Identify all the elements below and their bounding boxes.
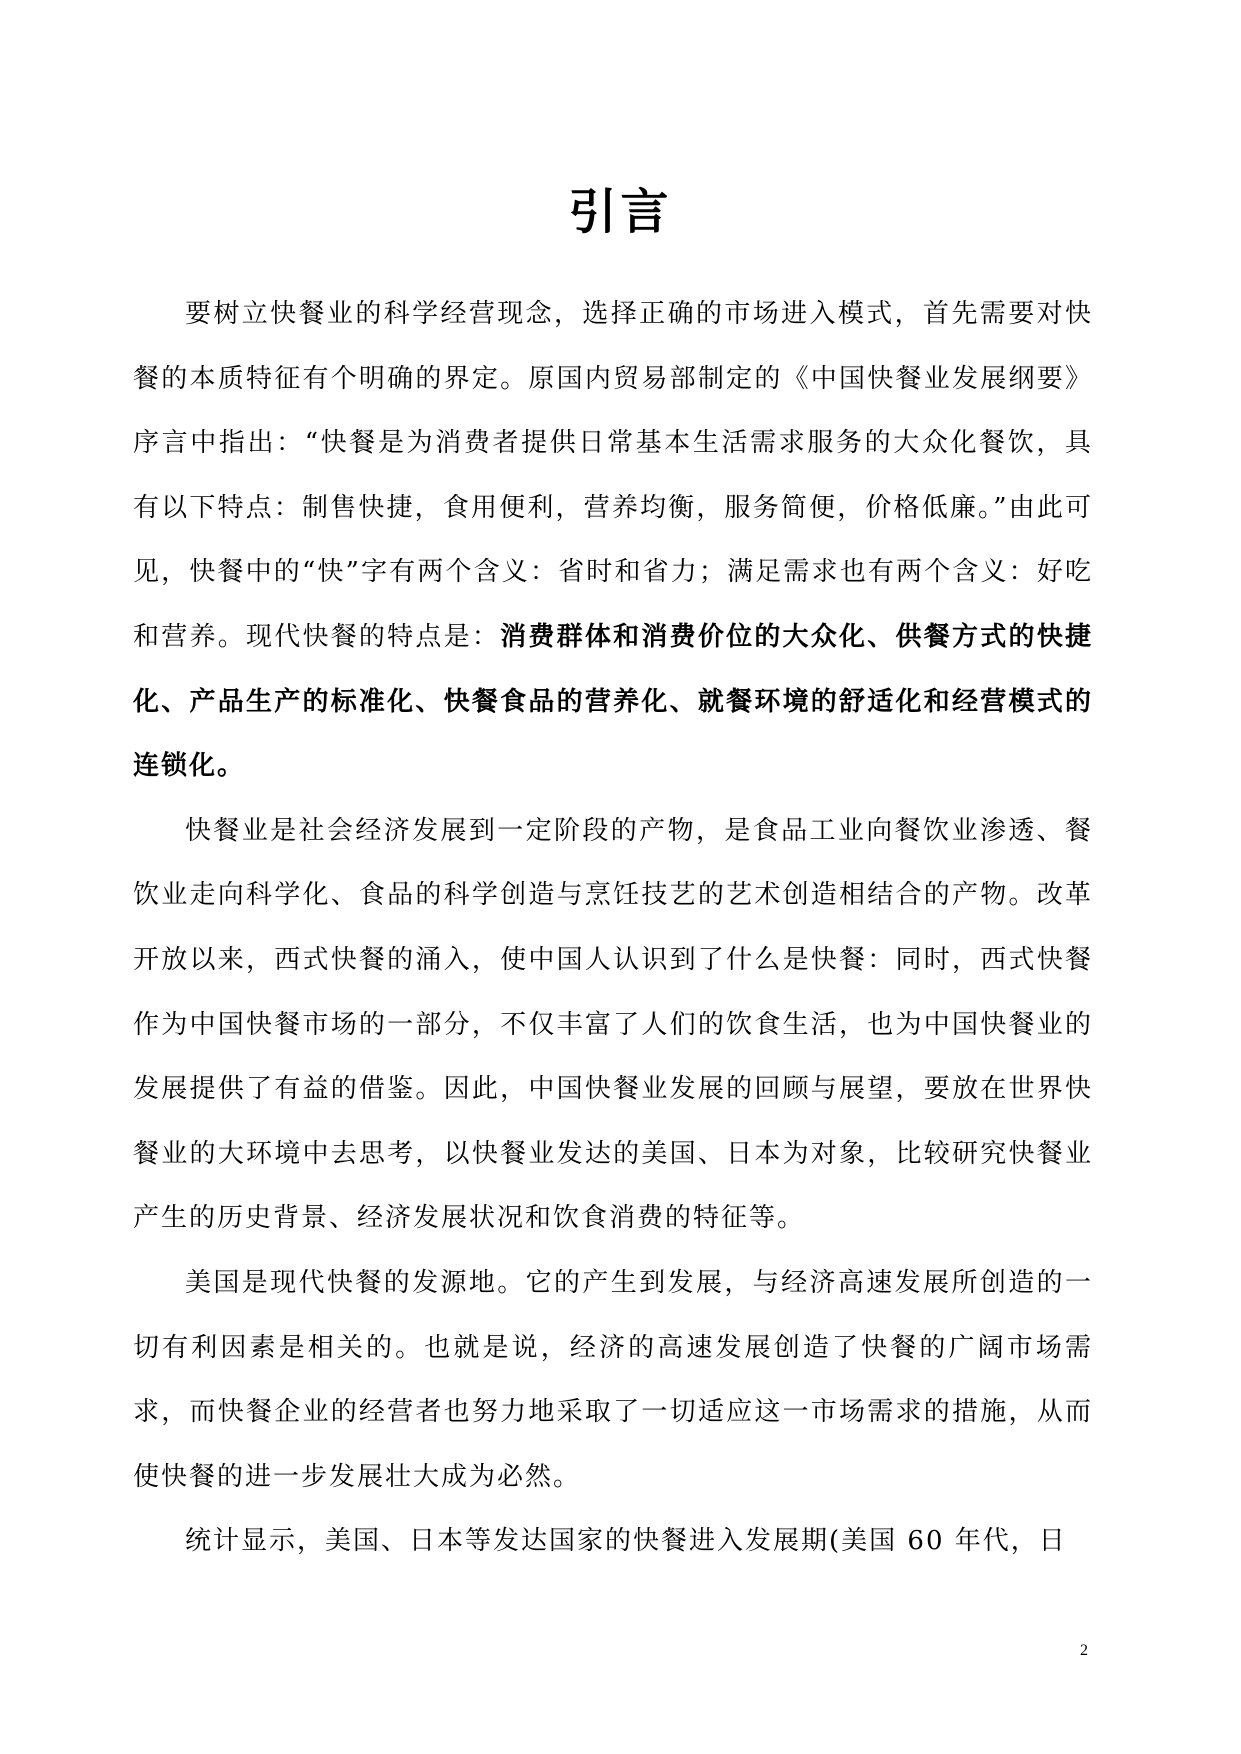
paragraph-industry: 快餐业是社会经济发展到一定阶段的产物，是食品工业向餐饮业渗透、餐饮业走向科学化、食品的科学创造与烹饪技艺的艺术创造相结合的产物。改革开放以来，西式快餐的涌入，使中国人认识到了什么是快餐：同时，西式快餐作为中国快餐市场的一部分，不仅丰富了人们的饮食生活，也为中国快餐业的发展提供了有益的借鉴。因此，中国快餐业发展的回顾与展望，要放在世界快餐业的大环境中去思考，以快餐业发达的美国、日本为对象，比较研究快餐业产生的历史背景、经济发展状况和饮食消费的特征等。 <box>133 815 1093 1234</box>
paragraph-intro-bold: 消费群体和消费价位的大众化、供餐方式的快捷化、产品生产的标准化、快餐食品的营养化、就餐环境的舒适化和经营模式的连锁化。 <box>133 621 1093 782</box>
page-number: 2 <box>1080 1642 1088 1659</box>
body-text <box>133 282 1093 1574</box>
paragraph-intro <box>133 282 1093 799</box>
paragraph-intro-text: 要树立快餐业的科学经营现念，选择正确的市场进入模式，首先需要对快餐的本质特征有个明确的界定。原国内贸易部制定的《中国快餐业发展纲要》序言中指出：“快餐是为消费者提供日常基本生活需求服务的大众化餐饮，具有以下特点：制售快捷，食用便利，营养均衡，服务简便，价格低廉。”由此可见，快餐中的“快”字有两个含义：省时和省力；满足需求也有两个含义：好吃和营养。现代快餐的特点是： <box>133 299 1093 652</box>
paragraph-usa: 美国是现代快餐的发源地。它的产生到发展，与经济高速发展所创造的一切有利因素是相关的。也就是说，经济的高速发展创造了快餐的广阔市场需求，而快餐企业的经营者也努力地采取了一切适应这一市场需求的措施，从而使快餐的进一步发展壮大成为必然。 <box>133 1267 1093 1492</box>
paragraph-statistics: 统计显示，美国、日本等发达国家的快餐进入发展期(美国 60 年代，日 <box>185 1526 1067 1557</box>
page-title: 引言 <box>568 184 673 240</box>
